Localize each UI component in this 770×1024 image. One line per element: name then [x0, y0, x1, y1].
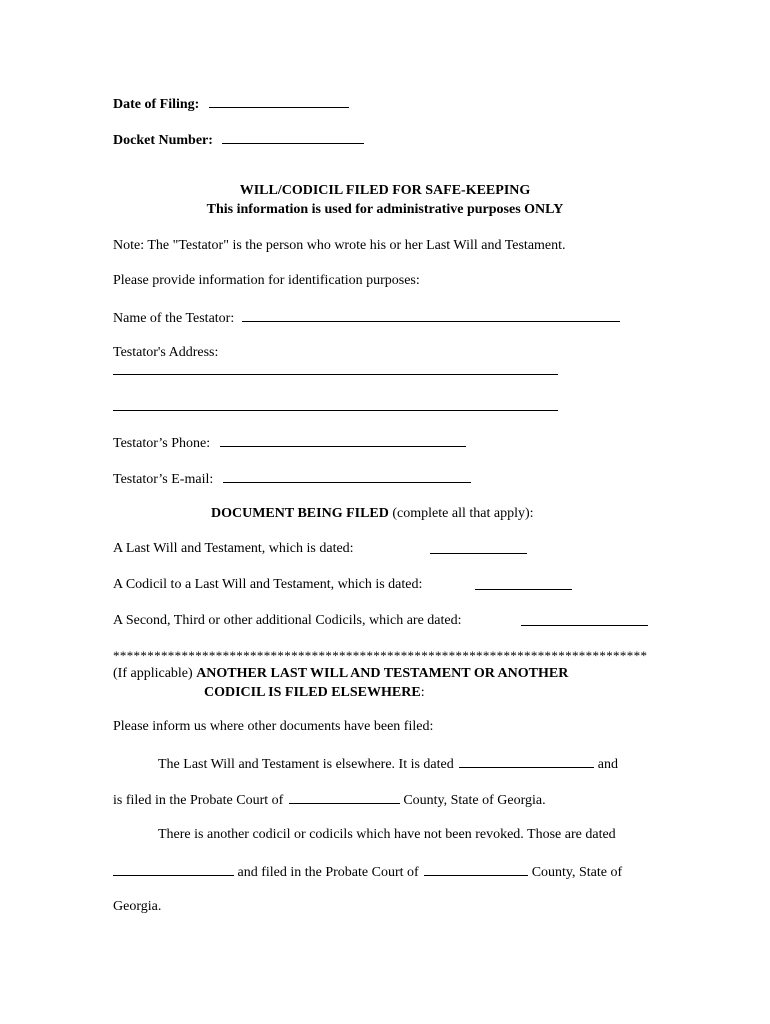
will-dated-label: A Last Will and Testament, which is dated: — [113, 541, 354, 556]
codicil-dated-elsewhere-field[interactable] — [113, 862, 234, 876]
additional-codicils-label: A Second, Third or other additional Codicils, which are dated: — [113, 613, 462, 628]
will-elsewhere-date-field[interactable] — [459, 754, 594, 768]
document-heading-text: DOCUMENT BEING FILED — [211, 506, 389, 521]
codicil-filed-row — [113, 862, 622, 881]
testator-phone-label: Testator’s Phone: — [113, 436, 211, 451]
date-of-filing-field[interactable] — [209, 94, 349, 108]
docket-number-field[interactable] — [222, 130, 364, 144]
testator-email-label: Testator’s E-mail: — [113, 472, 214, 487]
codicil-filed-text: and filed in the Probate Court of — [237, 865, 419, 880]
filed-in-row — [113, 790, 546, 809]
testator-phone-row — [113, 433, 466, 452]
date-of-filing-row — [113, 94, 349, 113]
provide-info-text: Please provide information for identification purposes: — [113, 273, 420, 288]
codicil-county-text: County, State of — [531, 865, 623, 880]
inform-text: Please inform us where other documents have been filed: — [113, 719, 434, 734]
testator-note: Note: The "Testator" is the person who wrote his or her Last Will and Testament. — [113, 238, 566, 253]
if-applicable-prefix: (If applicable) — [113, 666, 193, 681]
form-title: WILL/CODICIL FILED FOR SAFE-KEEPING — [239, 183, 531, 198]
probate-court-county-field[interactable] — [289, 790, 400, 804]
will-elsewhere-and: and — [597, 757, 618, 772]
testator-address-label: Testator's Address: — [113, 345, 219, 360]
elsewhere-heading-colon: : — [420, 685, 425, 700]
will-elsewhere-text: The Last Will and Testament is elsewhere. It is dated — [158, 757, 454, 772]
filed-in-text: is filed in the Probate Court of — [113, 793, 284, 808]
asterisk-separator: ****************************************************************************** — [113, 648, 648, 663]
elsewhere-heading-row — [113, 665, 568, 682]
date-of-filing-label: Date of Filing: — [113, 97, 200, 112]
filed-in-county-text: County, State of Georgia. — [403, 793, 546, 808]
georgia-text: Georgia. — [113, 899, 162, 914]
codicil-probate-county-field[interactable] — [424, 862, 528, 876]
codicil-elsewhere-text: There is another codicil or codicils which have not been revoked. Those are dated — [158, 827, 616, 842]
document-section-heading — [211, 505, 534, 522]
codicil-dated-field[interactable] — [475, 589, 572, 590]
elsewhere-heading-line1: ANOTHER LAST WILL AND TESTAMENT OR ANOTHER — [196, 666, 569, 681]
form-subtitle: This information is used for administrative purposes ONLY — [206, 202, 564, 217]
testator-name-row — [113, 308, 620, 327]
testator-name-field[interactable] — [242, 308, 620, 322]
document-heading-suffix: (complete all that apply): — [392, 506, 534, 521]
address-line-2[interactable] — [113, 410, 558, 411]
elsewhere-heading-row-2 — [204, 684, 425, 701]
elsewhere-heading-line2: CODICIL IS FILED ELSEWHERE — [204, 685, 421, 700]
testator-phone-field[interactable] — [220, 433, 466, 447]
testator-name-label: Name of the Testator: — [113, 311, 235, 326]
will-elsewhere-row — [158, 754, 618, 773]
testator-email-field[interactable] — [223, 469, 471, 483]
will-dated-field[interactable] — [430, 553, 527, 554]
testator-email-row — [113, 469, 471, 488]
docket-number-label: Docket Number: — [113, 133, 213, 148]
address-line-1[interactable] — [113, 374, 558, 375]
docket-number-row — [113, 130, 364, 149]
codicil-dated-label: A Codicil to a Last Will and Testament, which is dated: — [113, 577, 423, 592]
additional-codicils-field[interactable] — [521, 625, 648, 626]
